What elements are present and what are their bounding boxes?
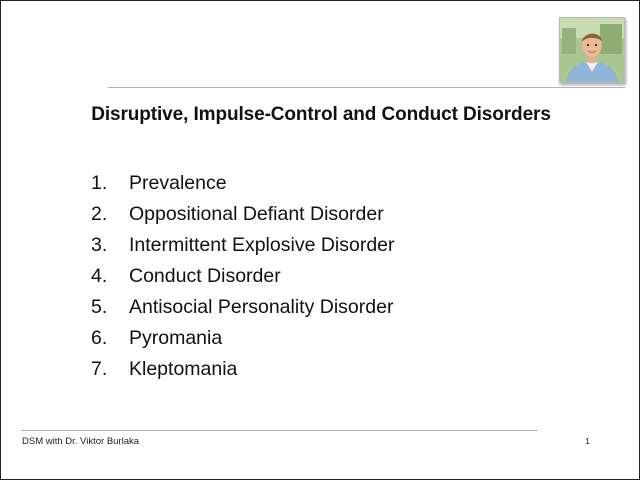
header-divider <box>108 87 625 88</box>
presenter-photo <box>559 17 625 83</box>
footer-text: DSM with Dr. Viktor Burlaka <box>22 436 140 447</box>
list-item <box>91 230 395 261</box>
list-item-label: Kleptomania <box>129 358 238 380</box>
footer-divider <box>21 430 538 431</box>
list-item-number: 4. <box>91 265 108 287</box>
list-item-number: 1. <box>91 172 108 194</box>
list-item-number: 7. <box>91 358 108 380</box>
page-number: 1 <box>585 436 590 446</box>
list-item <box>91 354 395 385</box>
list-item-number: 2. <box>91 203 108 225</box>
list-item <box>91 168 395 199</box>
list-item-label: Intermittent Explosive Disorder <box>129 234 395 256</box>
list-item-number: 5. <box>91 296 108 318</box>
list-item <box>91 323 395 354</box>
slide-title: Disruptive, Impulse-Control and Conduct Disorders <box>91 104 551 125</box>
list-item-label: Pyromania <box>129 327 223 349</box>
list-item <box>91 261 395 292</box>
list-item-label: Oppositional Defiant Disorder <box>129 203 384 225</box>
list-item-number: 6. <box>91 327 108 349</box>
list-item-label: Prevalence <box>129 172 227 194</box>
agenda-list <box>91 168 395 385</box>
list-item <box>91 292 395 323</box>
list-item-label: Conduct Disorder <box>129 265 281 287</box>
list-item <box>91 199 395 230</box>
list-item-label: Antisocial Personality Disorder <box>129 296 394 318</box>
list-item-number: 3. <box>91 234 108 256</box>
